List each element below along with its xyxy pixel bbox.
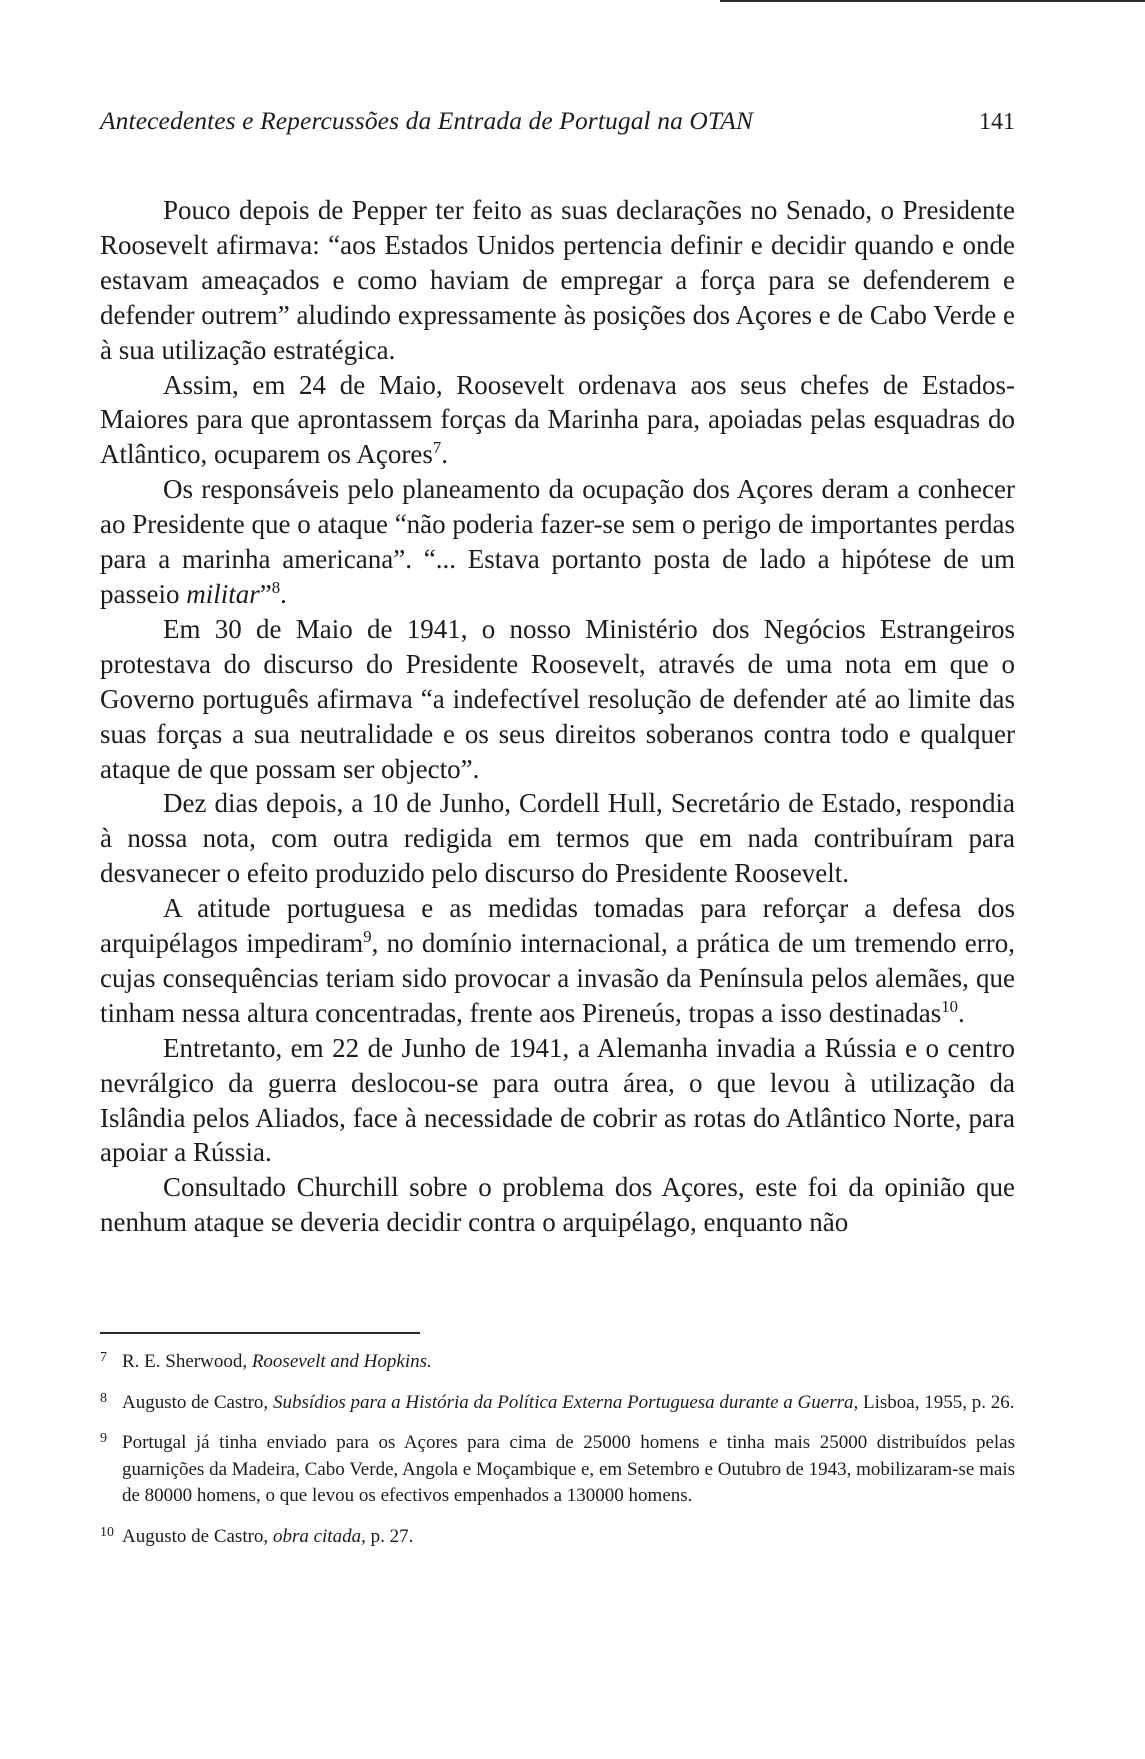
body-paragraph [100, 612, 1015, 787]
text-run: . [280, 578, 287, 609]
body-paragraph [100, 1170, 1015, 1240]
body-paragraph [100, 891, 1015, 1031]
text-run: Entretanto, em 22 de Junho de 1941, a Alemanha invadia a Rússia e o centro nevrálgico da guerra deslocou-se para outra área, o que levou à utilização da Islândia pelos Aliados, face à necessidade de cobrir as rotas do Atlântico Norte, para apoiar a Rússia. [100, 1032, 1015, 1168]
text-run: Os responsáveis pelo planeamento da ocupação dos Açores deram a conhecer ao Presidente que o ataque “não poderia fazer-se sem o perigo de importantes perdas para a marinha americana”. “... Estava portanto posta de lado a hipótese de um passeio [100, 474, 1015, 609]
footnote-text: Augusto de Castro, [122, 1391, 273, 1413]
top-edge-rule [720, 0, 1145, 2]
text-run: A atitude portuguesa e as medidas tomadas para reforçar a defesa dos arquipélagos impediram [100, 893, 1015, 959]
body-paragraph [100, 193, 1015, 368]
footnote-number: 7 [100, 1350, 107, 1365]
footnote-text: Roosevelt and Hopkins. [251, 1351, 432, 1372]
text-run: . [441, 439, 449, 470]
footnote-text: R. E. Sherwood, [122, 1351, 252, 1372]
footnote-text: Augusto de Castro, [122, 1525, 273, 1547]
footnote [100, 1520, 1015, 1551]
body-paragraph [100, 368, 1015, 473]
footnote-marker: 10 [941, 996, 958, 1016]
page-number: 141 [979, 109, 1015, 135]
text-run: Assim, em 24 de Maio, Roosevelt ordenava aos seus chefes de Estados-Maiores para que aprontassem forças da Marinha para, apoiadas pelas esquadras do Atlântico, ocuparem os Açores [100, 369, 1015, 470]
body-paragraph [100, 472, 1015, 612]
footnote [100, 1386, 1015, 1417]
footnote [100, 1345, 1015, 1376]
text-run: Dez dias depois, a 10 de Junho, Cordell Hull, Secretário de Estado, respondia à nossa nota, com outra redigida em termos que em nada contribuíram para desvanecer o efeito produzido pelo discurso do Presidente Roosevelt. [100, 788, 1015, 889]
text-run: Pouco depois de Pepper ter feito as suas declarações no Senado, o Presidente Roosevelt afirmava: “aos Estados Unidos pertencia definir e decidir quando e onde estavam ameaçados e como haviam de empregar a força para se defenderem e defender outrem” aludindo expressamente às posições dos Açores e de Cabo Verde e à sua utilização estratégica. [100, 195, 1015, 365]
footnote-number: 9 [100, 1431, 107, 1446]
body-paragraph [100, 1031, 1015, 1171]
footnote-marker: 8 [271, 577, 281, 597]
footnote-marker: 7 [432, 438, 442, 458]
footnote-marker: 9 [363, 927, 372, 947]
page-header [100, 106, 1015, 146]
footnote-rule [100, 1332, 420, 1334]
running-head: Antecedentes e Repercussões da Entrada de Portugal na OTAN [100, 106, 754, 135]
footnote [100, 1426, 1015, 1510]
footnote-text: , Lisboa, 1955, p. 26. [853, 1391, 1015, 1413]
footnotes [100, 1345, 1015, 1560]
text-run: Consultado Churchill sobre o problema dos Açores, este foi da opinião que nenhum ataque se deveria decidir contra o arquipélago, enquanto não [100, 1172, 1015, 1238]
body-paragraph [100, 786, 1015, 891]
footnote-number: 8 [100, 1390, 107, 1406]
footnote-number: 10 [100, 1524, 114, 1540]
text-run: Em 30 de Maio de 1941, o nosso Ministério dos Negócios Estrangeiros protestava do discurso do Presidente Roosevelt, através de uma nota em que o Governo português afirmava “a indefectível resolução de defender até ao limite das suas forças a sua neutralidade e os seus direitos soberanos contra todo e qualquer ataque de que possam ser objecto”. [100, 613, 1015, 784]
text-run: , no domínio internacional, a prática de um tremendo erro, cujas consequências teriam sido provocar a invasão da Península pelos alemães, que tinham nessa altura concentradas, frente aos Pireneús, tropas a isso destinadas [100, 928, 1015, 1028]
footnote-text: Portugal já tinha enviado para os Açores para cima de 25000 homens e tinha mais 25000 distribuídos pelas guarnições da Madeira, Cabo Verde, Angola e Moçambique e, em Setembro e Outubro de 1943, mobilizaram-se mais de 80000 homens, o que levou os efectivos empenhados a 130000 homens. [122, 1432, 1015, 1506]
text-run: militar [186, 578, 260, 609]
text-run: . [957, 997, 965, 1028]
footnote-text: Subsídios para a História da Política Externa Portuguesa durante a Guerra [272, 1391, 854, 1413]
footnote-text: , p. 27. [361, 1525, 414, 1547]
footnote-text: obra citada [272, 1525, 362, 1547]
body-text [100, 193, 1015, 1240]
text-run: ” [259, 578, 272, 609]
